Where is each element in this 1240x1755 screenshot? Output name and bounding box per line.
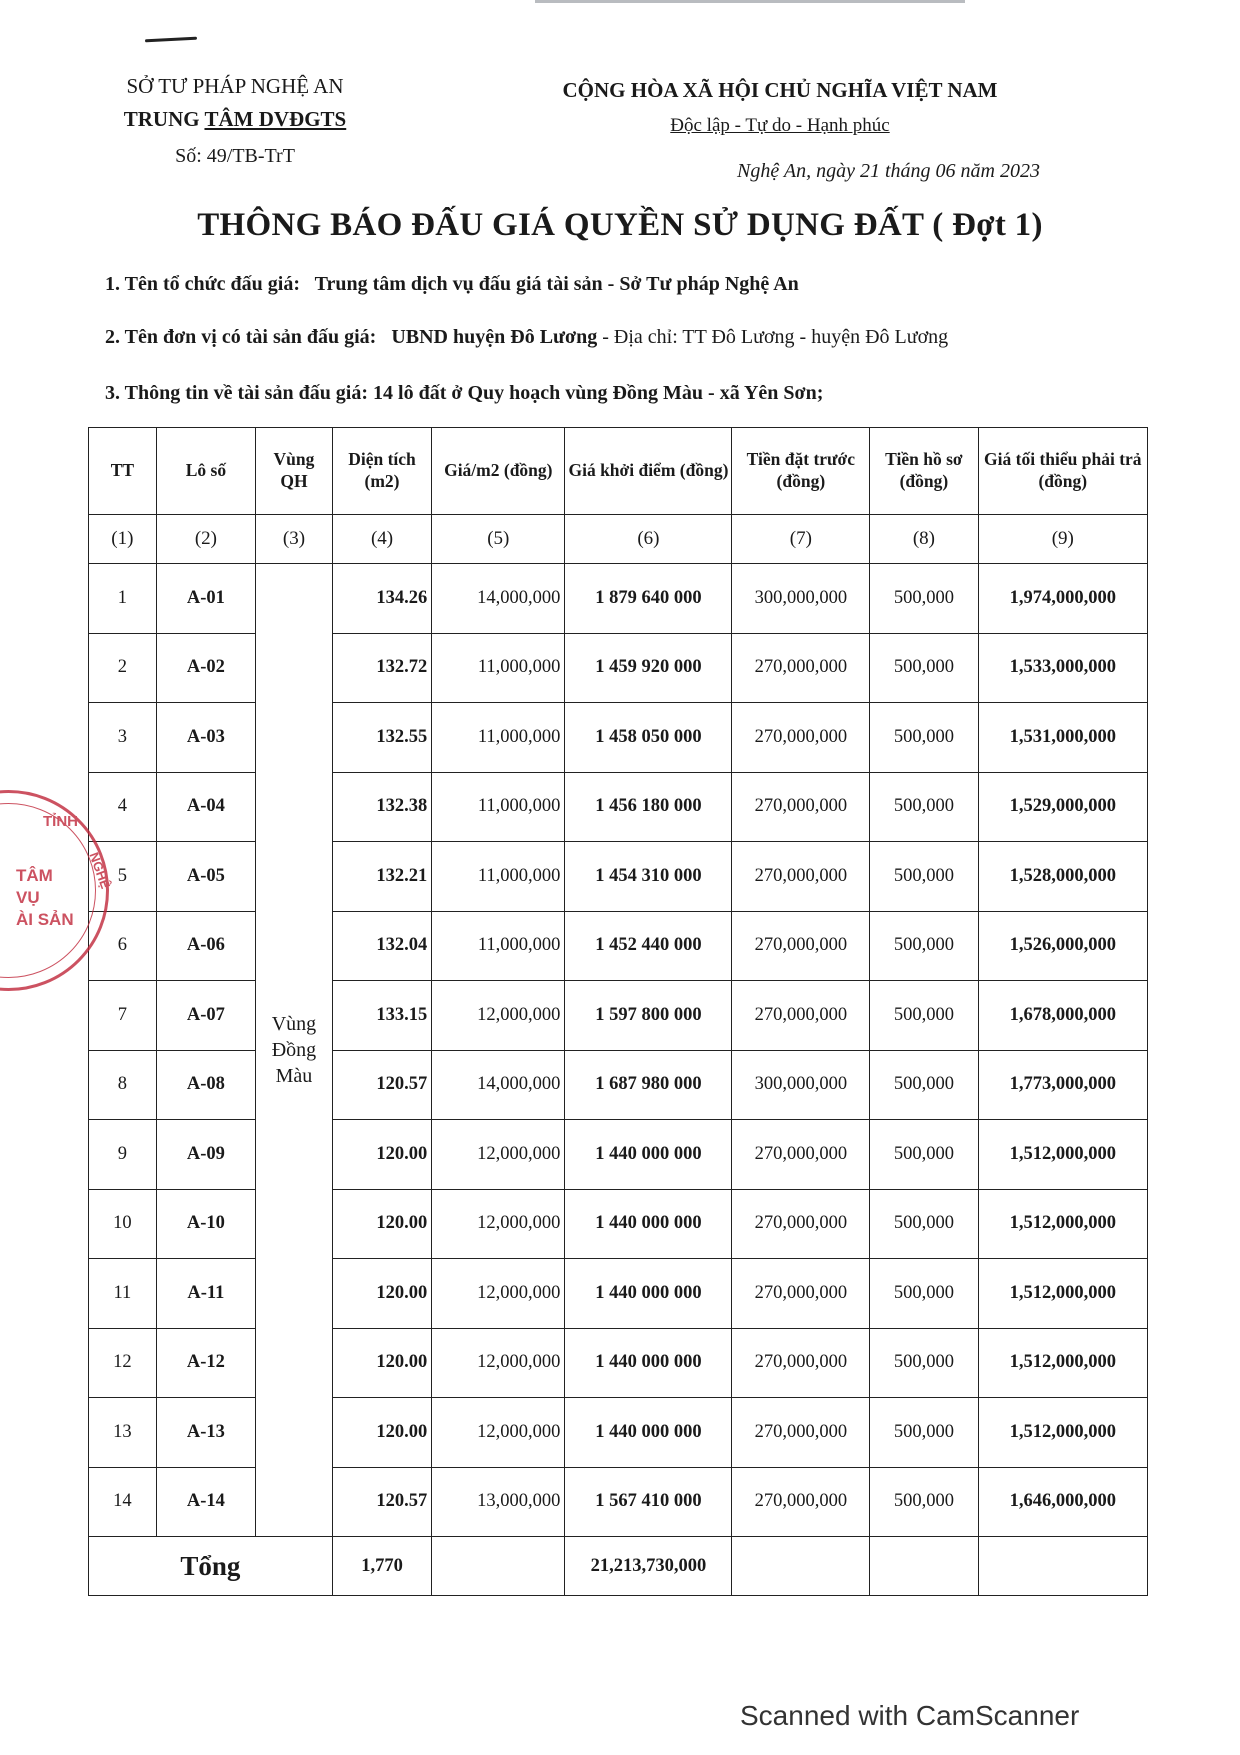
cell-start-price: 1 440 000 000 xyxy=(565,1398,732,1468)
col-index: (1) xyxy=(89,515,157,564)
info-owner-address: - Địa chỉ: TT Đô Lương - huyện Đô Lương xyxy=(597,326,949,348)
cell-fee: 500,000 xyxy=(870,564,978,634)
column-index-row xyxy=(89,515,1148,564)
cell-min-price: 1,531,000,000 xyxy=(978,703,1147,773)
table-row xyxy=(89,842,1148,912)
cell-lot: A-11 xyxy=(156,1259,255,1329)
cell-deposit: 270,000,000 xyxy=(732,1189,870,1259)
table-row xyxy=(89,1120,1148,1190)
cell-tt: 12 xyxy=(89,1328,157,1398)
cell-area: 120.00 xyxy=(332,1259,431,1329)
cell-price-m2: 11,000,000 xyxy=(432,772,565,842)
total-empty xyxy=(732,1537,870,1596)
cell-deposit: 270,000,000 xyxy=(732,911,870,981)
cell-min-price: 1,974,000,000 xyxy=(978,564,1147,634)
cell-tt: 1 xyxy=(89,564,157,634)
cell-price-m2: 12,000,000 xyxy=(432,1398,565,1468)
col-index: (6) xyxy=(565,515,732,564)
cell-fee: 500,000 xyxy=(870,1467,978,1537)
table-row xyxy=(89,911,1148,981)
col-header: Vùng QH xyxy=(256,428,333,515)
cell-fee: 500,000 xyxy=(870,703,978,773)
cell-fee: 500,000 xyxy=(870,911,978,981)
cell-lot: A-01 xyxy=(156,564,255,634)
col-header: TT xyxy=(89,428,157,515)
seal-text-line: TÂM xyxy=(16,866,53,885)
issuer-line2 xyxy=(100,103,370,136)
cell-deposit: 270,000,000 xyxy=(732,703,870,773)
cell-price-m2: 11,000,000 xyxy=(432,633,565,703)
cell-tt: 4 xyxy=(89,772,157,842)
col-header: Tiền đặt trước (đồng) xyxy=(732,428,870,515)
table-row xyxy=(89,1259,1148,1329)
cell-tt: 7 xyxy=(89,981,157,1051)
cell-tt: 3 xyxy=(89,703,157,773)
col-index: (7) xyxy=(732,515,870,564)
cell-min-price: 1,773,000,000 xyxy=(978,1050,1147,1120)
cell-start-price: 1 459 920 000 xyxy=(565,633,732,703)
cell-start-price: 1 687 980 000 xyxy=(565,1050,732,1120)
cell-lot: A-08 xyxy=(156,1050,255,1120)
cell-fee: 500,000 xyxy=(870,633,978,703)
cell-area: 132.04 xyxy=(332,911,431,981)
cell-start-price: 1 440 000 000 xyxy=(565,1120,732,1190)
total-row xyxy=(89,1537,1148,1596)
total-area: 1,770 xyxy=(332,1537,431,1596)
cell-deposit: 270,000,000 xyxy=(732,633,870,703)
issuer-line2-b: TÂM DVĐGTS xyxy=(204,106,347,131)
cell-area: 133.15 xyxy=(332,981,431,1051)
seal-text: TỈNH xyxy=(43,813,78,830)
info-owner-value: UBND huyện Đô Lương xyxy=(391,326,598,348)
cell-deposit: 270,000,000 xyxy=(732,1467,870,1537)
total-empty xyxy=(432,1537,565,1596)
issuer-line2-a: TRUNG xyxy=(123,106,205,131)
col-index: (9) xyxy=(978,515,1147,564)
cell-start-price: 1 454 310 000 xyxy=(565,842,732,912)
total-empty xyxy=(978,1537,1147,1596)
cell-lot: A-06 xyxy=(156,911,255,981)
cell-tt: 10 xyxy=(89,1189,157,1259)
col-header: Giá tối thiểu phải trả (đồng) xyxy=(978,428,1147,515)
nation-block xyxy=(480,78,1080,137)
cell-price-m2: 12,000,000 xyxy=(432,1328,565,1398)
cell-price-m2: 12,000,000 xyxy=(432,1120,565,1190)
cell-area: 120.00 xyxy=(332,1328,431,1398)
cell-deposit: 270,000,000 xyxy=(732,1398,870,1468)
table-row xyxy=(89,633,1148,703)
cell-start-price: 1 440 000 000 xyxy=(565,1259,732,1329)
table-row xyxy=(89,1189,1148,1259)
cell-tt: 9 xyxy=(89,1120,157,1190)
cell-fee: 500,000 xyxy=(870,1328,978,1398)
info-organizer xyxy=(105,273,799,296)
handwritten-mark xyxy=(145,37,197,43)
col-header: Tiền hồ sơ (đồng) xyxy=(870,428,978,515)
issuer-block xyxy=(100,70,370,172)
col-header: Giá khởi điểm (đồng) xyxy=(565,428,732,515)
col-index: (3) xyxy=(256,515,333,564)
cell-deposit: 270,000,000 xyxy=(732,772,870,842)
cell-area: 120.57 xyxy=(332,1467,431,1537)
cell-tt: 5 xyxy=(89,842,157,912)
cell-min-price: 1,678,000,000 xyxy=(978,981,1147,1051)
cell-start-price: 1 458 050 000 xyxy=(565,703,732,773)
cell-area: 134.26 xyxy=(332,564,431,634)
cell-min-price: 1,533,000,000 xyxy=(978,633,1147,703)
cell-area: 132.38 xyxy=(332,772,431,842)
cell-min-price: 1,526,000,000 xyxy=(978,911,1147,981)
cell-deposit: 270,000,000 xyxy=(732,1328,870,1398)
cell-lot: A-13 xyxy=(156,1398,255,1468)
issuer-line1: SỞ TƯ PHÁP NGHỆ AN xyxy=(126,74,344,98)
table-row xyxy=(89,564,1148,634)
seal-text-line: VỤ xyxy=(16,888,40,908)
col-index: (4) xyxy=(332,515,431,564)
cell-start-price: 1 597 800 000 xyxy=(565,981,732,1051)
document-title: THÔNG BÁO ĐẤU GIÁ QUYỀN SỬ DỤNG ĐẤT ( Đợt 1) xyxy=(197,207,1043,243)
cell-start-price: 1 456 180 000 xyxy=(565,772,732,842)
cell-min-price: 1,512,000,000 xyxy=(978,1120,1147,1190)
table-row xyxy=(89,1398,1148,1468)
cell-area: 120.57 xyxy=(332,1050,431,1120)
cell-tt: 14 xyxy=(89,1467,157,1537)
info-owner xyxy=(105,326,948,349)
cell-tt: 13 xyxy=(89,1398,157,1468)
cell-lot: A-10 xyxy=(156,1189,255,1259)
cell-price-m2: 12,000,000 xyxy=(432,981,565,1051)
cell-lot: A-02 xyxy=(156,633,255,703)
cell-deposit: 300,000,000 xyxy=(732,564,870,634)
cell-price-m2: 12,000,000 xyxy=(432,1259,565,1329)
cell-lot: A-03 xyxy=(156,703,255,773)
scan-edge-line xyxy=(535,0,965,3)
col-index: (5) xyxy=(432,515,565,564)
cell-start-price: 1 440 000 000 xyxy=(565,1328,732,1398)
cell-start-price: 1 440 000 000 xyxy=(565,1189,732,1259)
cell-min-price: 1,529,000,000 xyxy=(978,772,1147,842)
cell-lot: A-12 xyxy=(156,1328,255,1398)
cell-area: 132.72 xyxy=(332,633,431,703)
cell-start-price: 1 567 410 000 xyxy=(565,1467,732,1537)
issue-date: Nghệ An, ngày 21 tháng 06 năm 2023 xyxy=(737,160,1040,182)
table-header-row xyxy=(89,428,1148,515)
table-body xyxy=(89,564,1148,1537)
seal-text xyxy=(16,865,74,931)
seal-text-line: ÀI SẢN xyxy=(16,910,74,930)
scanner-watermark: Scanned with CamScanner xyxy=(740,1700,1080,1731)
cell-price-m2: 11,000,000 xyxy=(432,703,565,773)
cell-lot: A-09 xyxy=(156,1120,255,1190)
cell-price-m2: 12,000,000 xyxy=(432,1189,565,1259)
col-index: (8) xyxy=(870,515,978,564)
auction-table xyxy=(88,427,1148,1596)
col-header: Diện tích (m2) xyxy=(332,428,431,515)
table-row xyxy=(89,981,1148,1051)
cell-deposit: 270,000,000 xyxy=(732,842,870,912)
cell-tt: 8 xyxy=(89,1050,157,1120)
cell-price-m2: 11,000,000 xyxy=(432,842,565,912)
cell-fee: 500,000 xyxy=(870,981,978,1051)
table-row xyxy=(89,1328,1148,1398)
total-label: Tổng xyxy=(89,1537,333,1596)
cell-start-price: 1 879 640 000 xyxy=(565,564,732,634)
info-owner-label: 2. Tên đơn vị có tài sản đấu giá: xyxy=(105,326,377,348)
total-start-price: 21,213,730,000 xyxy=(565,1537,732,1596)
cell-tt: 2 xyxy=(89,633,157,703)
cell-lot: A-07 xyxy=(156,981,255,1051)
cell-fee: 500,000 xyxy=(870,1189,978,1259)
cell-fee: 500,000 xyxy=(870,1259,978,1329)
col-header: Lô số xyxy=(156,428,255,515)
cell-price-m2: 14,000,000 xyxy=(432,564,565,634)
cell-deposit: 300,000,000 xyxy=(732,1050,870,1120)
cell-start-price: 1 452 440 000 xyxy=(565,911,732,981)
col-index: (2) xyxy=(156,515,255,564)
cell-price-m2: 11,000,000 xyxy=(432,911,565,981)
table-row xyxy=(89,1050,1148,1120)
cell-fee: 500,000 xyxy=(870,842,978,912)
info-organizer-label: 1. Tên tổ chức đấu giá: xyxy=(105,273,300,295)
cell-min-price: 1,512,000,000 xyxy=(978,1259,1147,1329)
cell-min-price: 1,512,000,000 xyxy=(978,1398,1147,1468)
table-row xyxy=(89,703,1148,773)
cell-min-price: 1,512,000,000 xyxy=(978,1328,1147,1398)
cell-lot: A-04 xyxy=(156,772,255,842)
cell-min-price: 1,512,000,000 xyxy=(978,1189,1147,1259)
auction-table-wrap xyxy=(88,427,1148,1596)
cell-min-price: 1,528,000,000 xyxy=(978,842,1147,912)
cell-deposit: 270,000,000 xyxy=(732,1120,870,1190)
cell-area: 132.21 xyxy=(332,842,431,912)
table-row xyxy=(89,1467,1148,1537)
nation-title: CỘNG HÒA XÃ HỘI CHỦ NGHĨA VIỆT NAM xyxy=(562,78,998,102)
cell-area: 132.55 xyxy=(332,703,431,773)
cell-tt: 6 xyxy=(89,911,157,981)
cell-fee: 500,000 xyxy=(870,1050,978,1120)
table-row xyxy=(89,772,1148,842)
cell-area: 120.00 xyxy=(332,1120,431,1190)
cell-lot: A-05 xyxy=(156,842,255,912)
nation-motto: Độc lập - Tự do - Hạnh phúc xyxy=(670,115,890,136)
cell-price-m2: 14,000,000 xyxy=(432,1050,565,1120)
cell-deposit: 270,000,000 xyxy=(732,1259,870,1329)
seal-text: NGHỆ xyxy=(86,850,114,891)
cell-tt: 11 xyxy=(89,1259,157,1329)
cell-zone: Vùng Đồng Màu xyxy=(256,564,333,1537)
info-organizer-value: Trung tâm dịch vụ đấu giá tài sản - Sở Tư pháp Nghệ An xyxy=(314,273,799,295)
cell-area: 120.00 xyxy=(332,1189,431,1259)
cell-price-m2: 13,000,000 xyxy=(432,1467,565,1537)
cell-min-price: 1,646,000,000 xyxy=(978,1467,1147,1537)
info-asset: 3. Thông tin về tài sản đấu giá: 14 lô đất ở Quy hoạch vùng Đồng Màu - xã Yên Sơn; xyxy=(105,382,824,404)
cell-area: 120.00 xyxy=(332,1398,431,1468)
cell-fee: 500,000 xyxy=(870,772,978,842)
doc-number: Số: 49/TB-TrT xyxy=(175,145,295,168)
cell-fee: 500,000 xyxy=(870,1398,978,1468)
cell-fee: 500,000 xyxy=(870,1120,978,1190)
total-empty xyxy=(870,1537,978,1596)
cell-lot: A-14 xyxy=(156,1467,255,1537)
cell-deposit: 270,000,000 xyxy=(732,981,870,1051)
col-header: Giá/m2 (đồng) xyxy=(432,428,565,515)
